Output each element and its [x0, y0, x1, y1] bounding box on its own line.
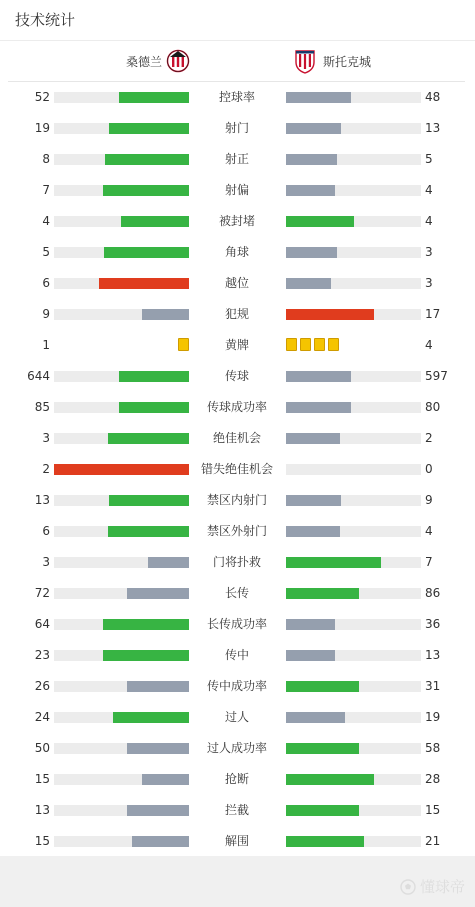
away-value: 13	[425, 648, 441, 662]
away-bar	[286, 743, 359, 754]
stat-row	[0, 764, 475, 795]
stat-row	[0, 330, 475, 361]
away-value: 2	[425, 431, 433, 445]
stat-label: 越位	[224, 276, 249, 290]
stat-row	[0, 826, 475, 857]
away-value: 86	[425, 586, 441, 600]
home-bar	[109, 123, 189, 134]
stat-label: 传球成功率	[206, 400, 267, 414]
away-value: 4	[425, 214, 433, 228]
away-value: 0	[425, 462, 433, 476]
away-bar	[286, 278, 331, 289]
away-value: 58	[425, 741, 441, 755]
home-bar	[104, 247, 189, 258]
away-value: 7	[425, 555, 433, 569]
away-bar-track	[286, 247, 421, 258]
home-bar-track	[54, 247, 189, 258]
away-bar	[286, 123, 341, 134]
stat-row	[0, 144, 475, 175]
home-bar-track	[54, 681, 189, 692]
away-bar-track	[286, 433, 421, 444]
home-value: 4	[42, 214, 50, 228]
home-value: 72	[34, 586, 50, 600]
away-bar	[286, 185, 335, 196]
stat-label: 拦截	[224, 803, 249, 817]
away-bar-track	[286, 805, 421, 816]
away-bar-track	[286, 774, 421, 785]
home-bar	[103, 650, 189, 661]
away-bar	[286, 154, 337, 165]
home-bar	[119, 371, 189, 382]
home-value: 3	[42, 555, 50, 569]
stat-label: 犯规	[224, 307, 249, 321]
home-bar-track	[54, 743, 189, 754]
yellow-card-icon	[328, 338, 339, 351]
away-team[interactable]	[293, 48, 371, 74]
home-value: 5	[42, 245, 50, 259]
stat-label: 过人	[224, 710, 249, 724]
home-bar-track	[54, 433, 189, 444]
home-bar-track	[54, 92, 189, 103]
away-value: 4	[425, 524, 433, 538]
home-value: 15	[34, 834, 50, 848]
away-bar	[286, 216, 354, 227]
away-bar-track	[286, 836, 421, 847]
away-bar	[286, 557, 381, 568]
yellow-card-icon	[314, 338, 325, 351]
away-bar-track	[286, 619, 421, 630]
stat-row	[0, 454, 475, 485]
stat-row	[0, 609, 475, 640]
stat-row	[0, 671, 475, 702]
away-bar	[286, 619, 335, 630]
away-bar	[286, 371, 351, 382]
home-value: 6	[42, 524, 50, 538]
home-bar	[108, 433, 189, 444]
stat-row	[0, 640, 475, 671]
away-bar-track	[286, 402, 421, 413]
away-value: 13	[425, 121, 441, 135]
home-value: 1	[42, 338, 50, 352]
home-value: 26	[34, 679, 50, 693]
divider	[0, 40, 475, 41]
home-bar-track	[54, 309, 189, 320]
stat-row	[0, 485, 475, 516]
away-bar-track	[286, 650, 421, 661]
stat-label: 角球	[224, 245, 249, 259]
away-value: 3	[425, 276, 433, 290]
stat-label: 错失绝佳机会	[200, 462, 273, 476]
stat-label: 传中成功率	[206, 679, 267, 693]
stat-label: 解围	[224, 834, 249, 848]
stat-row	[0, 795, 475, 826]
stat-label: 射正	[224, 152, 249, 166]
football-icon	[400, 879, 416, 895]
home-bar-track	[54, 619, 189, 630]
away-bar	[286, 92, 351, 103]
home-bar-track	[54, 495, 189, 506]
away-value: 21	[425, 834, 441, 848]
away-bar	[286, 836, 364, 847]
home-value: 13	[34, 803, 50, 817]
home-value: 85	[34, 400, 50, 414]
home-bar-track	[54, 650, 189, 661]
stat-row	[0, 82, 475, 113]
home-bar-track	[54, 526, 189, 537]
away-bar-track	[286, 557, 421, 568]
away-value: 4	[425, 183, 433, 197]
away-value: 36	[425, 617, 441, 631]
home-bar-track	[54, 588, 189, 599]
home-bar-track	[54, 712, 189, 723]
home-value: 50	[34, 741, 50, 755]
stat-label: 被封堵	[218, 214, 255, 228]
stat-label: 长传成功率	[206, 617, 267, 631]
away-bar	[286, 774, 374, 785]
home-value: 24	[34, 710, 50, 724]
home-bar	[142, 309, 189, 320]
away-bar	[286, 650, 335, 661]
home-value: 2	[42, 462, 50, 476]
home-bar	[113, 712, 189, 723]
away-value: 48	[425, 90, 441, 104]
stat-label: 长传	[224, 586, 249, 600]
home-bar-track	[54, 836, 189, 847]
home-bar-track	[54, 371, 189, 382]
stat-label: 过人成功率	[206, 741, 267, 755]
page-title: 技术统计	[15, 11, 76, 29]
stats-table	[0, 82, 475, 857]
away-bar-track	[286, 743, 421, 754]
home-bar	[132, 836, 189, 847]
stat-label: 禁区外射门	[206, 524, 267, 538]
away-value: 28	[425, 772, 441, 786]
away-value: 17	[425, 307, 441, 321]
home-team-name: 桑德兰	[126, 54, 163, 69]
home-value: 19	[34, 121, 50, 135]
away-bar-track	[286, 123, 421, 134]
away-bar-track	[286, 464, 421, 475]
away-bar-track	[286, 495, 421, 506]
home-bar	[119, 92, 189, 103]
away-value: 80	[425, 400, 441, 414]
home-bar	[127, 588, 189, 599]
away-value: 15	[425, 803, 441, 817]
away-bar	[286, 247, 337, 258]
home-value: 9	[42, 307, 50, 321]
home-value: 8	[42, 152, 50, 166]
home-bar	[99, 278, 189, 289]
stat-row	[0, 113, 475, 144]
stat-row	[0, 702, 475, 733]
home-bar-track	[54, 216, 189, 227]
stat-label: 传中	[224, 648, 249, 662]
home-bar	[127, 743, 189, 754]
home-value: 3	[42, 431, 50, 445]
home-value: 644	[27, 369, 50, 383]
stat-label: 射偏	[224, 183, 249, 197]
watermark-text: 懂球帝	[419, 878, 465, 896]
stat-label: 控球率	[218, 90, 255, 104]
stat-label: 传球	[224, 369, 249, 383]
home-team[interactable]	[126, 48, 190, 74]
home-value: 15	[34, 772, 50, 786]
stat-label: 门将扑救	[212, 555, 261, 569]
yellow-card-icon	[178, 338, 189, 351]
home-yellow-cards	[178, 338, 189, 351]
stat-row	[0, 237, 475, 268]
stoke-city-crest-icon	[293, 48, 317, 74]
home-bar-track	[54, 774, 189, 785]
home-value: 7	[42, 183, 50, 197]
home-bar-track	[54, 402, 189, 413]
away-bar-track	[286, 526, 421, 537]
home-bar-track	[54, 278, 189, 289]
home-bar-track	[54, 123, 189, 134]
away-bar	[286, 495, 341, 506]
stat-row	[0, 733, 475, 764]
home-bar-track	[54, 805, 189, 816]
home-bar-track	[54, 464, 189, 475]
sunderland-crest-icon	[166, 48, 190, 74]
home-bar-track	[54, 557, 189, 568]
stat-label: 黄牌	[224, 338, 249, 352]
away-bar-track	[286, 309, 421, 320]
stat-label: 抢断	[224, 772, 249, 786]
away-bar-track	[286, 92, 421, 103]
home-bar	[105, 154, 189, 165]
away-bar	[286, 433, 340, 444]
away-value: 19	[425, 710, 441, 724]
away-bar-track	[286, 712, 421, 723]
stat-row	[0, 578, 475, 609]
home-bar	[127, 681, 189, 692]
watermark	[400, 876, 465, 897]
home-bar-track	[54, 154, 189, 165]
away-team-name: 斯托克城	[323, 54, 372, 69]
away-bar-track	[286, 185, 421, 196]
away-bar-track	[286, 588, 421, 599]
home-bar	[54, 464, 189, 475]
away-yellow-cards	[286, 338, 339, 351]
home-bar	[148, 557, 189, 568]
away-value: 4	[425, 338, 433, 352]
stat-label: 射门	[224, 121, 249, 135]
home-value: 6	[42, 276, 50, 290]
stat-row	[0, 361, 475, 392]
stat-row	[0, 392, 475, 423]
away-value: 3	[425, 245, 433, 259]
stat-label: 绝佳机会	[212, 431, 261, 445]
yellow-card-icon	[286, 338, 297, 351]
home-bar	[103, 619, 189, 630]
home-value: 52	[34, 90, 50, 104]
away-bar	[286, 309, 374, 320]
away-value: 597	[425, 369, 448, 383]
stat-row	[0, 206, 475, 237]
stat-row	[0, 268, 475, 299]
home-bar	[109, 495, 189, 506]
home-bar	[108, 526, 189, 537]
away-value: 9	[425, 493, 433, 507]
away-bar-track	[286, 216, 421, 227]
home-value: 23	[34, 648, 50, 662]
away-bar	[286, 402, 351, 413]
stat-row	[0, 299, 475, 330]
home-bar	[103, 185, 189, 196]
away-value: 31	[425, 679, 441, 693]
home-bar	[121, 216, 189, 227]
away-bar-track	[286, 154, 421, 165]
stat-row	[0, 423, 475, 454]
home-value: 13	[34, 493, 50, 507]
away-bar	[286, 712, 345, 723]
home-value: 64	[34, 617, 50, 631]
home-bar	[119, 402, 189, 413]
stat-row	[0, 516, 475, 547]
away-bar	[286, 526, 340, 537]
stat-row	[0, 547, 475, 578]
stat-label: 禁区内射门	[206, 493, 267, 507]
away-bar	[286, 681, 359, 692]
away-bar	[286, 588, 359, 599]
away-bar-track	[286, 278, 421, 289]
home-bar-track	[54, 185, 189, 196]
yellow-card-icon	[300, 338, 311, 351]
away-bar-track	[286, 371, 421, 382]
home-bar	[127, 805, 189, 816]
away-value: 5	[425, 152, 433, 166]
away-bar-track	[286, 681, 421, 692]
home-bar	[142, 774, 189, 785]
away-bar	[286, 805, 359, 816]
stat-row	[0, 175, 475, 206]
